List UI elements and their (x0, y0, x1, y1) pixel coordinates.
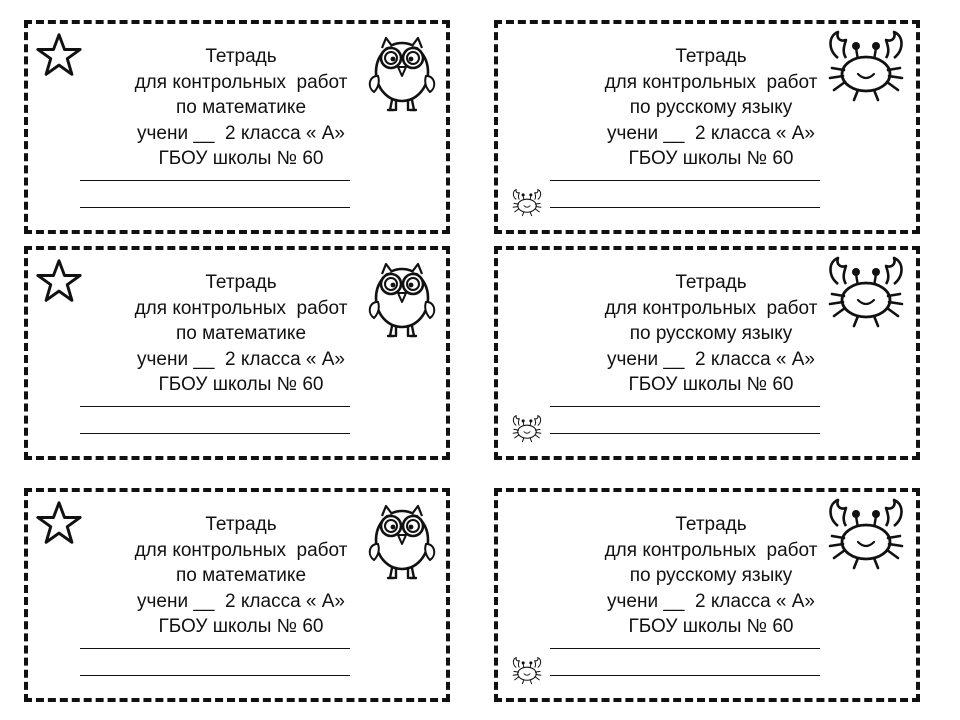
name-lines (550, 648, 820, 702)
label-school: ГБОУ школы № 60 (628, 374, 794, 396)
label-card-russian-3 (494, 488, 920, 702)
label-purpose: для контрольных работ (134, 297, 348, 319)
blank-line (550, 406, 820, 407)
label-class: учени __ 2 класса « А» (607, 348, 815, 370)
name-lines (550, 406, 820, 460)
blank-line (80, 648, 350, 649)
label-school: ГБОУ школы № 60 (158, 148, 324, 170)
blank-line (550, 180, 820, 181)
label-title: Тетрадь (675, 272, 747, 293)
label-class: учени __ 2 класса « А» (137, 590, 345, 612)
star-icon (36, 32, 82, 78)
label-text (550, 44, 872, 172)
label-title: Тетрадь (205, 514, 277, 535)
label-subject: по математике (175, 565, 307, 587)
label-subject: по математике (175, 97, 307, 119)
crab-small-icon (510, 414, 544, 444)
blank-line (550, 675, 820, 676)
blank-line (550, 648, 820, 649)
name-lines (80, 406, 350, 460)
blank-line (80, 675, 350, 676)
label-purpose: для контрольных работ (604, 297, 818, 319)
label-card-math-1 (24, 20, 450, 234)
name-lines (550, 180, 820, 234)
blank-line (550, 433, 820, 434)
label-purpose: для контрольных работ (134, 71, 348, 93)
label-school: ГБОУ школы № 60 (628, 616, 794, 638)
label-title: Тетрадь (675, 46, 747, 67)
crab-small-icon (510, 188, 544, 218)
label-title: Тетрадь (205, 272, 277, 293)
label-card-russian-1 (494, 20, 920, 234)
label-purpose: для контрольных работ (604, 71, 818, 93)
blank-line (80, 180, 350, 181)
blank-line (80, 433, 350, 434)
label-title: Тетрадь (675, 514, 747, 535)
label-subject: по русскому языку (629, 565, 793, 587)
label-text (80, 44, 402, 172)
label-class: учени __ 2 класса « А» (607, 122, 815, 144)
star-icon (36, 500, 82, 546)
label-text (550, 270, 872, 398)
label-text (80, 270, 402, 398)
name-lines (80, 180, 350, 234)
name-lines (80, 648, 350, 702)
label-subject: по русскому языку (629, 97, 793, 119)
label-purpose: для контрольных работ (604, 539, 818, 561)
label-school: ГБОУ школы № 60 (158, 374, 324, 396)
blank-line (80, 406, 350, 407)
blank-line (80, 207, 350, 208)
crab-small-icon (510, 656, 544, 686)
label-class: учени __ 2 класса « А» (607, 590, 815, 612)
label-subject: по математике (175, 323, 307, 345)
label-class: учени __ 2 класса « А» (137, 348, 345, 370)
label-card-math-2 (24, 246, 450, 460)
label-card-math-3 (24, 488, 450, 702)
blank-line (550, 207, 820, 208)
label-school: ГБОУ школы № 60 (158, 616, 324, 638)
label-purpose: для контрольных работ (134, 539, 348, 561)
label-text (80, 512, 402, 640)
label-card-russian-2 (494, 246, 920, 460)
label-text (550, 512, 872, 640)
label-subject: по русскому языку (629, 323, 793, 345)
star-icon (36, 258, 82, 304)
label-school: ГБОУ школы № 60 (628, 148, 794, 170)
label-class: учени __ 2 класса « А» (137, 122, 345, 144)
label-title: Тетрадь (205, 46, 277, 67)
